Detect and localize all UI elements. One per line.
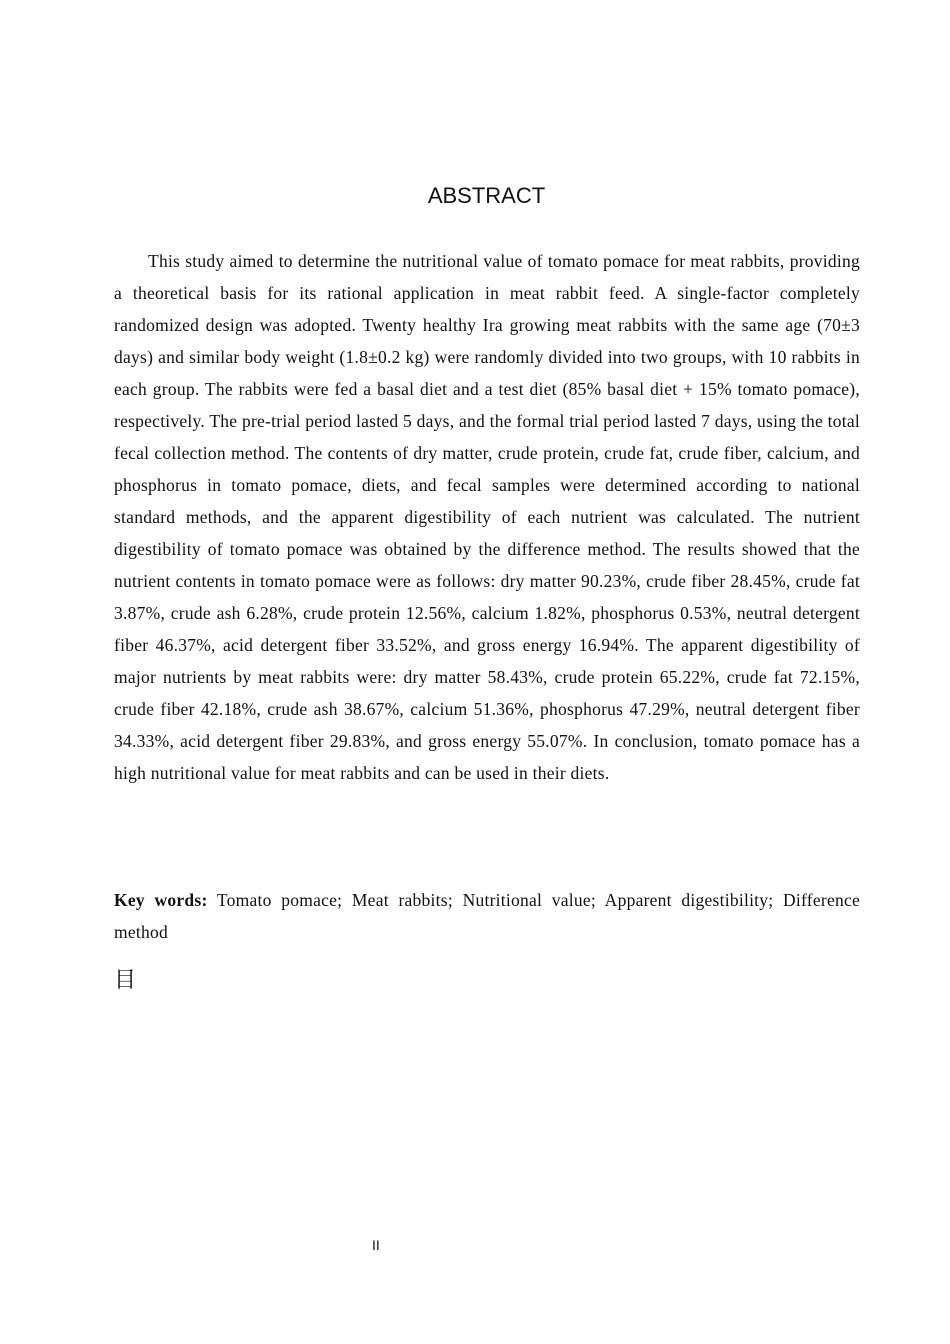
abstract-body: This study aimed to determine the nutritional value of tomato pomace for meat rabbits, providing a theoretical basis for its rational application in meat rabbit feed. A single-factor completely randomized design was adopted. Twenty healthy Ira growing meat rabbits with the same age (70±3 days) and similar body weight (1.8±0.2 kg) were randomly divided into two groups, with 10 rabbits in each group. The rabbits were fed a basal diet and a test diet (85% basal diet + 15% tomato pomace), respectively. The pre-trial period lasted 5 days, and the formal trial period lasted 7 days, using the total fecal collection method. The contents of dry matter, crude protein, crude fat, crude fiber, calcium, and phosphorus in tomato pomace, diets, and fecal samples were determined according to national standard methods, and the apparent digestibility of each nutrient was calculated. The nutrient digestibility of tomato pomace was obtained by the difference method. The results showed that the nutrient contents in tomato pomace were as follows: dry matter 90.23%, crude fiber 28.45%, crude fat 3.87%, crude ash 6.28%, crude protein 12.56%, calcium 1.82%, phosphorus 0.53%, neutral detergent fiber 46.37%, acid detergent fiber 33.52%, and gross energy 16.94%. The apparent digestibility of major nutrients by meat rabbits were: dry matter 58.43%, crude protein 65.22%, crude fat 72.15%, crude fiber 42.18%, crude ash 38.67%, calcium 51.36%, phosphorus 47.29%, neutral detergent fiber 34.33%, acid detergent fiber 29.83%, and gross energy 55.07%. In conclusion, tomato pomace has a high nutritional value for meat rabbits and can be used in their diets. — [114, 251, 860, 783]
abstract-title: ABSTRACT — [427, 183, 546, 208]
keywords-text: Tomato pomace; Meat rabbits; Nutritional value; Apparent digestibility; Difference method — [114, 890, 861, 942]
keywords-label: Key words: — [114, 890, 208, 910]
keywords-paragraph — [114, 884, 860, 948]
page-number: II — [372, 1237, 380, 1253]
toc-heading-fragment: 目 — [114, 968, 137, 993]
